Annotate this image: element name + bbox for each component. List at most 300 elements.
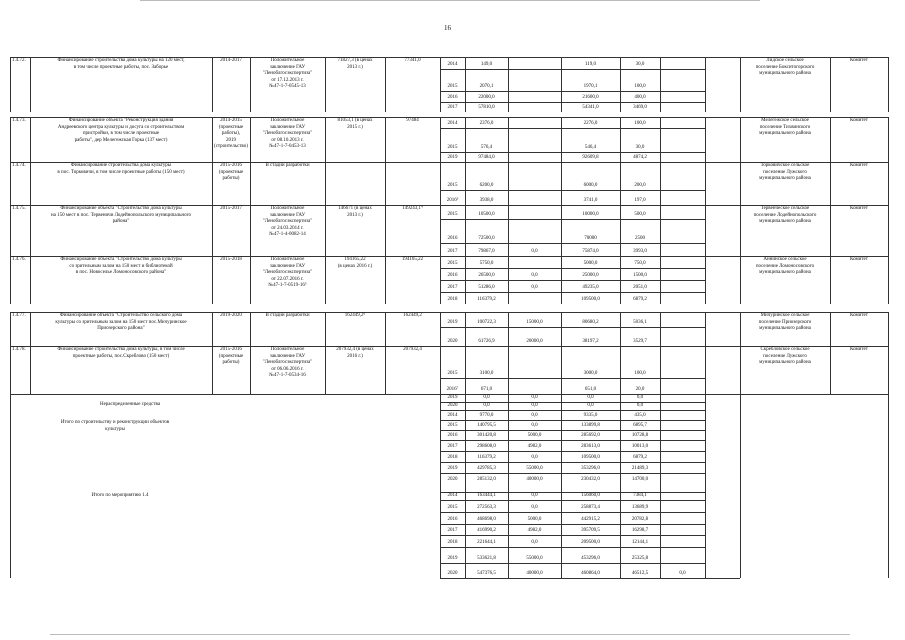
year-cell: 75874,0: [582, 249, 599, 254]
project-municipality: Тервенческое сельское: [760, 206, 810, 211]
summary-cell: 163444,1: [477, 493, 496, 498]
table-hline: [440, 473, 705, 474]
table-vline: [465, 346, 466, 394]
project-title: Приозерского района": [97, 326, 145, 331]
year-cell: 49235,0: [582, 285, 599, 290]
table-vline: [385, 312, 386, 346]
table-vline: [325, 162, 326, 205]
table-vline: [440, 57, 441, 112]
project-period: 2015-2018: [220, 257, 242, 262]
year-cell: 38197,2: [582, 339, 599, 344]
table-vline: [465, 57, 466, 112]
project-period: 2014-2015: [220, 118, 242, 123]
table-vline: [705, 117, 706, 162]
project-expertise: "Леноблгосэкспертиза": [262, 360, 313, 365]
year-cell: 6879,2: [633, 297, 647, 302]
project-expertise: Положительное: [270, 206, 305, 211]
year-cell: 3469,0: [633, 105, 647, 110]
year-cell: 2276,0: [583, 121, 598, 126]
summary-cell: 2018: [447, 540, 458, 545]
table-vline: [740, 205, 741, 256]
project-estimate: 2013 г.): [347, 212, 363, 218]
project-municipality: муниципального района: [759, 360, 811, 365]
summary-cell: 0,0: [531, 505, 538, 510]
summary-cell: 21489,3: [631, 466, 649, 471]
table-vline: [10, 205, 11, 256]
year-cell: 79867,0: [478, 249, 495, 254]
table-vline: [30, 205, 31, 256]
table-vline: [250, 205, 251, 256]
project-title: Финансирование строительства дома культуры на 120 мест,: [57, 58, 185, 63]
table-vline: [385, 117, 386, 162]
table-vline: [561, 312, 562, 346]
table-vline: [250, 312, 251, 346]
table-hline: [440, 69, 705, 70]
table-hline: [440, 410, 705, 411]
project-expertise: заключение ГАУ: [269, 263, 306, 269]
summary-cell: 435,0: [634, 413, 646, 418]
project-expertise: заключение ГАУ: [269, 64, 306, 70]
project-cost: 77341,0: [404, 58, 421, 63]
summary-cell: 16298,7: [631, 528, 649, 533]
summary-cell: 2016: [447, 433, 458, 438]
table-vline: [620, 117, 621, 162]
table-vline: [508, 57, 509, 112]
table-hline: [440, 152, 705, 153]
table-vline: [508, 312, 509, 346]
year-cell: 2015: [447, 371, 458, 376]
project-period: 2014-2017: [220, 58, 242, 63]
year-cell: 10000,0: [582, 212, 599, 217]
project-number: 1.4.74.: [12, 163, 26, 168]
year-cell: 97484,0: [478, 155, 495, 160]
table-vline: [705, 312, 706, 346]
summary-cell: 116379,2: [477, 455, 496, 460]
project-cost: 97484: [406, 118, 419, 123]
project-number: 1.4.77.: [12, 313, 26, 318]
summary-cell: 0,0: [636, 403, 644, 408]
summary-cell: 2017: [447, 528, 458, 533]
project-expertise: от 17.12.2013 г.: [271, 77, 304, 83]
table-vline: [830, 117, 831, 162]
table-vline: [561, 162, 562, 205]
year-cell: 5036,1: [633, 320, 647, 325]
year-cell: 25000,0: [582, 273, 599, 278]
project-municipality: муниципального района: [759, 219, 811, 224]
year-cell: 72500,0: [478, 236, 495, 241]
project-cost: 162449,2: [403, 313, 422, 318]
year-cell: 80680,2: [582, 320, 599, 325]
summary-cell: 468698,0: [477, 517, 496, 522]
page-bottom-rule: [50, 634, 850, 635]
project-customer: Комитет: [850, 313, 868, 318]
year-cell: 70000: [584, 236, 597, 241]
year-cell: 750,0: [634, 261, 646, 266]
project-title: Финансирование объекта "Реконструкция здания: [68, 118, 174, 123]
table-vline: [465, 117, 466, 162]
table-vline: [888, 57, 889, 112]
project-municipality: поселение Лужского: [763, 353, 807, 359]
year-cell: 2015: [447, 145, 458, 150]
summary-cell: 9770,0: [479, 413, 494, 418]
year-cell: 100,0: [634, 84, 646, 89]
summary-cell: 283613,0: [581, 444, 600, 449]
project-period: 2019-2020: [220, 313, 242, 318]
summary-cell: 0,0: [531, 455, 538, 460]
summary-cell: 0,0: [483, 403, 490, 408]
summary-cell: 547376,5: [477, 571, 496, 576]
table-vline: [10, 394, 11, 578]
project-estimate: 162449,2⁶: [344, 313, 366, 318]
summary-cell: 25325,8: [631, 556, 649, 561]
project-municipality: муниципального района: [759, 326, 811, 331]
year-cell: 15000,0: [526, 320, 543, 325]
table-hline: [440, 280, 705, 281]
project-title: в пос. Новоселье Ломоносовского района": [75, 270, 167, 275]
table-hline: [440, 128, 705, 129]
project-estimate: 194165,22: [344, 257, 366, 262]
summary-cell: 2014: [447, 413, 458, 418]
table-vline: [250, 346, 251, 394]
project-title: Финансирование объекта "Строительство сельского дома: [59, 313, 183, 318]
table-vline: [740, 162, 741, 205]
table-vline: [888, 394, 889, 578]
table-hline: [440, 378, 705, 379]
table-hline: [440, 420, 705, 421]
table-vline: [620, 162, 621, 205]
table-vline: [440, 162, 441, 205]
table-vline: [250, 117, 251, 162]
project-estimate: 2016 г.): [347, 353, 363, 359]
summary-cell: 298608,0: [477, 444, 496, 449]
table-hline: [440, 327, 705, 328]
table-vline: [705, 394, 706, 578]
year-cell: 2017: [447, 285, 458, 290]
project-period: 2015-2016: [220, 347, 242, 352]
year-cell: 116379,2: [477, 297, 496, 302]
table-vline: [465, 162, 466, 205]
year-cell: 2019: [447, 320, 458, 325]
table-vline: [30, 117, 31, 162]
project-cost: 194165,22: [401, 257, 424, 262]
project-expertise: №47-1-7-0453-13: [269, 144, 306, 149]
project-municipality: поселение Тихвинского: [759, 124, 811, 130]
project-expertise: от 24.03.2014 г.: [271, 225, 304, 231]
year-cell: 3100,0: [479, 371, 494, 376]
table-vline: [888, 346, 889, 394]
table-vline: [30, 312, 31, 346]
table-vline: [561, 205, 562, 256]
table-vline: [465, 394, 466, 578]
year-cell: 2376,0: [479, 121, 494, 126]
year-cell: 671,0: [480, 387, 493, 392]
table-vline: [508, 117, 509, 162]
year-cell: 20000,0: [526, 339, 543, 344]
project-period: (проектные: [218, 124, 244, 130]
table-vline: [660, 346, 661, 394]
summary-cell: 40000,0: [526, 477, 543, 482]
project-period: работы),: [221, 131, 241, 136]
summary-cell: 133899,8: [581, 423, 600, 428]
project-estimate: 146671 (в ценах: [338, 206, 372, 211]
summary-cell: 2020: [447, 477, 458, 482]
year-cell: 2015: [447, 183, 458, 188]
project-municipality: Аннинское сельское: [763, 257, 807, 262]
summary-label: культуры: [105, 426, 125, 432]
table-vline: [888, 312, 889, 346]
year-cell: 100722,3: [477, 320, 496, 325]
project-expertise: заключение ГАУ: [269, 124, 306, 130]
summary-cell: 0,0: [531, 493, 538, 498]
project-number: 1.4.76.: [12, 257, 26, 262]
summary-cell: 272563,3: [477, 505, 496, 510]
year-cell: 61726,9: [478, 339, 495, 344]
project-customer: Комитет: [850, 58, 868, 63]
table-vline: [385, 346, 386, 394]
table-vline: [30, 256, 31, 304]
summary-cell: 4982,0: [527, 444, 542, 449]
summary-cell: 0,0: [531, 395, 538, 400]
project-expertise: Положительное: [270, 257, 305, 262]
project-title: на 150 мест в пос. Тервеничи Лодейнопольского муниципального: [51, 212, 191, 218]
table-vline: [465, 312, 466, 346]
summary-cell: 10728,8: [631, 433, 649, 438]
summary-cell: 2020: [447, 571, 458, 576]
table-vline: [660, 312, 661, 346]
year-cell: 3993,0: [633, 249, 647, 254]
summary-cell: 2019: [447, 466, 458, 471]
table-vline: [740, 57, 741, 112]
summary-cell: 9335,0: [583, 413, 598, 418]
year-cell: 1970,1: [583, 84, 598, 89]
table-hline: [440, 430, 705, 431]
project-period: 2019: [226, 137, 236, 143]
year-cell: 92609,8: [582, 155, 599, 160]
year-cell: 30,0: [635, 62, 645, 67]
table-vline: [660, 57, 661, 112]
summary-cell: 442915,2: [581, 517, 600, 522]
table-hline: [440, 451, 705, 452]
summary-cell: 156060,0: [581, 493, 600, 498]
summary-label: Итого по строительству и реконструкции объектов: [60, 420, 170, 425]
year-cell: 100,0: [634, 371, 646, 376]
project-estimate: 2015 г.): [347, 124, 363, 130]
year-cell: 100,0: [634, 121, 646, 126]
page-top-rule: [140, 0, 760, 1]
table-hline: [440, 535, 705, 536]
summary-cell: 109500,0: [581, 455, 600, 460]
year-cell: 6200,0: [479, 183, 494, 188]
summary-cell: 2017: [447, 444, 458, 449]
summary-cell: 6895,7: [633, 423, 647, 428]
project-municipality: поселение Лодейнопольского: [753, 212, 817, 218]
summary-cell: 258873,4: [581, 505, 600, 510]
summary-cell: 2019: [447, 395, 458, 400]
project-number: 1.4.75.: [12, 206, 26, 211]
table-vline: [440, 205, 441, 256]
project-title: со зрительным залом на 150 мест и библиотекой: [69, 263, 173, 269]
table-vline: [508, 394, 509, 578]
year-cell: 0,0: [531, 285, 538, 290]
year-cell: 500,0: [634, 212, 646, 217]
project-expertise: от 08.10.2013 г.: [271, 137, 304, 143]
project-title: в том числе проектные работы, пос. Заборье: [73, 64, 169, 70]
year-cell: 2018: [447, 297, 458, 302]
table-vline: [212, 117, 213, 162]
table-vline: [30, 162, 31, 205]
project-title: Финансирование строительства дома культуры, в том числе: [57, 347, 185, 352]
year-cell: 2016³: [446, 198, 459, 203]
project-period: (проектные: [218, 353, 244, 359]
year-cell: 4874,2: [633, 155, 647, 160]
table-vline: [10, 57, 11, 112]
table-vline: [212, 256, 213, 304]
year-cell: 2500: [635, 236, 645, 241]
table-vline: [212, 162, 213, 205]
table-vline: [440, 346, 441, 394]
summary-cell: 46512,5: [631, 571, 649, 576]
table-vline: [830, 57, 831, 112]
table-vline: [740, 346, 741, 394]
table-vline: [508, 205, 509, 256]
project-number: 1.4.72.: [12, 58, 26, 63]
project-municipality: муниципального района: [759, 270, 811, 275]
year-cell: 2014: [447, 62, 458, 67]
summary-cell: 13689,9: [631, 505, 649, 510]
project-municipality: Торковичское сельское: [760, 163, 810, 168]
year-cell: 2014: [447, 121, 458, 126]
table-hline: [440, 547, 705, 548]
year-cell: 20,0: [635, 387, 645, 392]
summary-cell: 40000,0: [526, 571, 543, 576]
table-hline: [440, 91, 705, 92]
year-cell: 546,4: [584, 145, 597, 150]
year-cell: 2051,0: [633, 285, 647, 290]
table-hline: [440, 292, 705, 293]
project-estimate: 81053,1 (в ценах: [337, 118, 373, 123]
summary-cell: 4982,0: [527, 528, 542, 533]
year-cell: 5750,0: [479, 261, 494, 266]
table-hline: [440, 578, 705, 579]
year-cell: 3938,0: [479, 198, 494, 203]
table-hline: [440, 268, 705, 269]
table-vline: [508, 256, 509, 304]
project-title: Андреевского центра культуры и досуга со строительством: [57, 124, 185, 130]
year-cell: 10500,0: [478, 212, 495, 217]
project-period: работы): [222, 176, 240, 181]
project-municipality: Мелегежское сельское: [761, 118, 809, 123]
summary-cell: 0,0: [483, 395, 490, 400]
table-vline: [385, 162, 386, 205]
table-vline: [660, 162, 661, 205]
project-municipality: поселение Лужского: [763, 169, 807, 175]
table-vline: [561, 57, 562, 112]
table-vline: [385, 256, 386, 304]
project-title: Финансирование объекта "Строительство дома культуры: [60, 206, 182, 211]
table-hline: [440, 440, 705, 441]
year-cell: 149,0: [480, 62, 493, 67]
project-estimate: (в ценах 2016 г.): [337, 263, 373, 269]
summary-cell: 6879,2: [633, 455, 647, 460]
project-municipality: Скребловское сельское: [760, 347, 810, 352]
year-cell: 119,0: [584, 62, 597, 67]
table-vline: [830, 312, 831, 346]
summary-cell: 0,0: [636, 395, 644, 400]
project-title: работы", дер Мелегежская Горка (137 мест): [74, 137, 168, 143]
table-hline: [440, 219, 705, 220]
table-vline: [660, 117, 661, 162]
year-cell: 2019: [447, 155, 458, 160]
project-expertise: "Леноблгосэкспертиза": [262, 270, 313, 275]
table-vline: [440, 256, 441, 304]
table-vline: [660, 394, 661, 578]
year-cell: 3529,7: [633, 339, 647, 344]
summary-cell: 0,0: [679, 571, 686, 576]
project-period: работы): [222, 360, 240, 365]
project-expertise: "Леноблгосэкспертиза": [262, 131, 313, 136]
summary-cell: 0,0: [531, 413, 538, 418]
table-vline: [830, 205, 831, 256]
summary-cell: 230432,0: [581, 477, 600, 482]
year-cell: 26500,0: [478, 273, 495, 278]
project-expertise: №47-1-7-0519-16⁵: [268, 283, 307, 288]
year-cell: 400,0: [634, 95, 646, 100]
summary-cell: 2018: [447, 455, 458, 460]
summary-cell: 285132,0: [477, 477, 496, 482]
table-vline: [830, 256, 831, 304]
year-cell: 576,4: [480, 145, 493, 150]
table-hline: [440, 563, 705, 564]
year-cell: 1500,0: [633, 273, 647, 278]
table-vline: [705, 162, 706, 205]
summary-cell: 10013,0: [631, 444, 649, 449]
summary-cell: 285692,0: [581, 433, 600, 438]
table-vline: [440, 394, 441, 578]
table-vline: [325, 205, 326, 256]
summary-cell: 0,0: [531, 540, 538, 545]
table-vline: [325, 57, 326, 112]
year-cell: 2015: [447, 212, 458, 217]
table-vline: [660, 256, 661, 304]
summary-cell: 55000,0: [526, 556, 543, 561]
year-cell: 200,0: [634, 183, 646, 188]
table-hline: [440, 462, 705, 463]
project-expertise: №47-1-7-0545-13: [269, 84, 306, 89]
project-municipality: Мичуринское сельское: [760, 313, 810, 318]
summary-label: Итого по мероприятию 1.4: [91, 493, 149, 498]
project-expertise: "Леноблгосэкспертиза": [262, 71, 313, 76]
project-expertise: от 06.06.2016 г.: [271, 366, 304, 372]
summary-cell: 453296,0: [581, 556, 600, 561]
table-vline: [620, 346, 621, 394]
summary-cell: 0,0: [531, 423, 538, 428]
year-cell: 2020: [447, 339, 458, 344]
project-expertise: В стадии разработки: [265, 163, 310, 168]
table-vline: [508, 346, 509, 394]
project-expertise: Положительное: [270, 347, 305, 352]
table-hline: [440, 500, 705, 501]
table-vline: [561, 394, 562, 578]
table-hline: [440, 190, 705, 191]
table-vline: [325, 346, 326, 394]
project-estimate: 2013 г.): [347, 64, 363, 70]
year-cell: 22000,0: [478, 95, 495, 100]
table-vline: [561, 346, 562, 394]
table-vline: [325, 117, 326, 162]
year-cell: 51286,0: [478, 285, 495, 290]
table-vline: [250, 162, 251, 205]
table-vline: [440, 312, 441, 346]
